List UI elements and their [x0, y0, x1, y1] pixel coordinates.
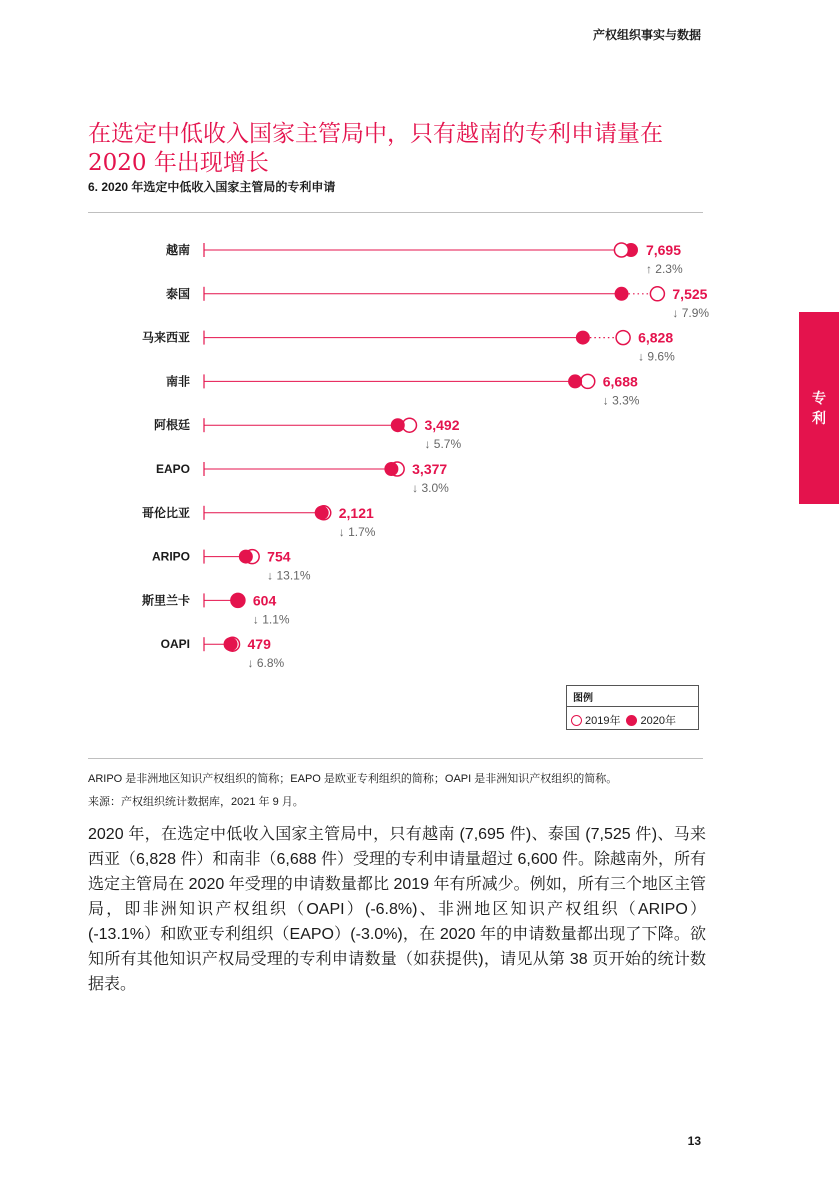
value-label: 2,121 — [338, 504, 374, 521]
value-label: 7,525 — [672, 285, 708, 302]
page-title: 在选定中低收入国家主管局中，只有越南的专利申请量在 2020 年出现增长 — [88, 121, 663, 176]
change-label: ↓ 3.0% — [412, 481, 449, 495]
running-header: 产权组织事实与数据 — [592, 28, 701, 42]
value-label: 754 — [267, 548, 291, 565]
body-paragraph: 2020 年，在选定中低收入国家主管局中，只有越南 (7,695 件)、泰国 (7,525 件)、马来西亚（6,828 件）和南非（6,688 件）受理的专利申请量超过 6,600 件。除越南外，所有选定主管局在 2020 年受理的申请数量都比 2019 年有所减少。例如，所有三个地区主管局，即非洲知识产权组织（OAPI）(-6.8%)、非洲地区知识产权组织（ARIPO）(-13.1%）和欧亚专利组织（EAPO）(-3.0%)，在 2020 年的申请数量都出现了下降。欲知所有其他知识产权局受理的专利申请数量（如获提供)，请见从第 38 页开始的统计数据表。 — [88, 826, 706, 993]
category-label: 马来西亚 — [141, 330, 190, 345]
category-label: 越南 — [165, 243, 190, 257]
change-label: ↓ 1.1% — [252, 612, 290, 627]
legend-open-circle-icon — [571, 715, 582, 726]
change-label: ↑ 2.3% — [645, 262, 683, 276]
category-label: EAPO — [155, 462, 190, 476]
change-label: ↓ 1.7% — [338, 524, 376, 539]
point-2020 — [615, 287, 629, 301]
value-label: 3,377 — [412, 461, 448, 477]
point-2020 — [568, 374, 582, 388]
value-label: 6,828 — [638, 329, 674, 346]
category-label: ARIPO — [151, 549, 190, 564]
legend-title: 图例 — [567, 686, 698, 707]
value-label: 6,688 — [602, 373, 638, 390]
legend-label-2020: 2020年 — [640, 715, 676, 727]
value-label: 7,695 — [645, 242, 682, 258]
change-label: ↓ 7.9% — [672, 305, 710, 320]
chart-legend — [566, 685, 699, 730]
dot-chart — [88, 228, 710, 678]
change-label: ↓ 3.3% — [602, 393, 640, 408]
chart-subtitle: 6. 2020 年选定中低收入国家主管局的专利申请 — [88, 180, 336, 194]
category-label: 斯里兰卡 — [141, 593, 190, 608]
point-2020 — [391, 418, 405, 432]
value-label: 604 — [252, 592, 277, 609]
section-tab-label-2: 利 — [812, 410, 826, 426]
category-label: 哥伦比亚 — [141, 505, 190, 520]
point-2020 — [384, 462, 398, 476]
bottom-divider — [88, 758, 703, 759]
legend-label-2019: 2019年 — [585, 715, 621, 727]
category-label: OAPI — [160, 637, 190, 652]
legend-filled-circle-icon — [626, 715, 637, 726]
page-number: 13 — [687, 1134, 701, 1148]
change-label: ↓ 9.6% — [638, 349, 675, 364]
point-2020 — [576, 331, 590, 345]
change-label: ↓ 13.1% — [267, 568, 311, 583]
change-label: ↓ 6.8% — [247, 656, 285, 671]
point-2020 — [239, 550, 253, 564]
value-label: 3,492 — [424, 417, 460, 434]
point-2019 — [614, 243, 628, 257]
category-label: 泰国 — [165, 286, 190, 301]
point-2020 — [224, 637, 238, 651]
value-label: 479 — [247, 636, 271, 653]
point-2019 — [581, 374, 595, 388]
change-label: ↓ 5.7% — [424, 437, 462, 452]
point-2019 — [650, 287, 664, 301]
footnote-source: 来源：产权组织统计数据库，2021 年 9 月。 — [88, 796, 304, 808]
point-2019 — [616, 331, 630, 345]
point-2020 — [315, 506, 329, 520]
section-tab-patents[interactable] — [799, 312, 839, 504]
category-label: 南非 — [165, 374, 190, 389]
footnote-abbreviations: ARIPO 是非洲地区知识产权组织的简称；EAPO 是欧亚专利组织的简称；OAPI 是非洲知识产权组织的简称。 — [88, 773, 618, 785]
point-2020 — [231, 593, 245, 607]
category-label: 阿根廷 — [153, 418, 190, 433]
section-tab-label-1: 专 — [812, 390, 826, 406]
top-divider — [88, 212, 703, 213]
